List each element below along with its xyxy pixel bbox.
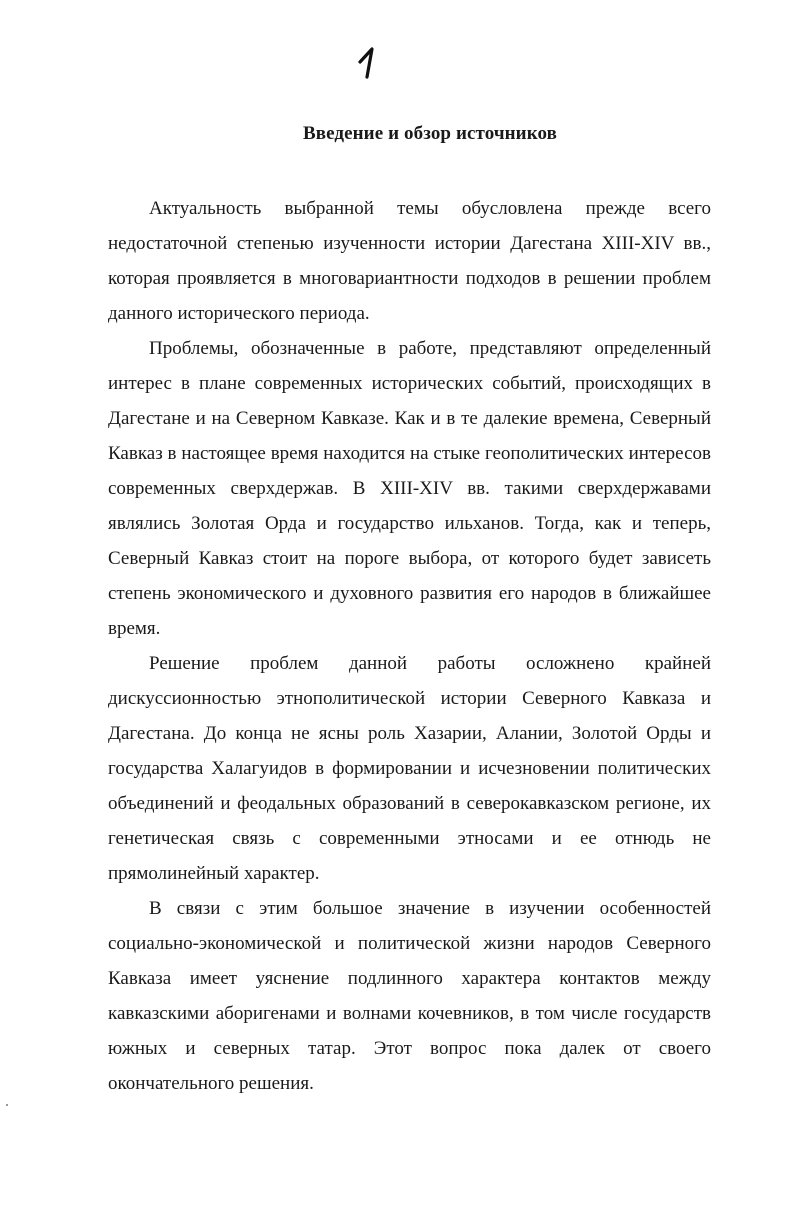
page-number	[356, 46, 380, 80]
handwritten-page-number	[356, 46, 380, 80]
paragraph: Проблемы, обозначенные в работе, представляют определенный интерес в плане современных исторических событий, происходящих в Дагестане и на Северном Кавказе. Как и в те далекие времена, Северный Кавказ в настоящее время находится на стыке геополитических интересов современных сверхдержав. В XIII-XIV вв. такими сверхдержавами являлись Золотая Орда и государство ильханов. Тогда, как и теперь, Северный Кавказ стоит на пороге выбора, от которого будет зависеть степень экономического и духовного развития его народов в ближайшее время.	[108, 338, 711, 639]
document-body	[108, 191, 711, 1101]
paragraph: Актуальность выбранной темы обусловлена прежде всего недостаточной степенью изученности истории Дагестана XIII-XIV вв., которая проявляется в многовариантности подходов в решении проблем данного исторического периода.	[108, 198, 711, 324]
scan-speck	[6, 1104, 8, 1106]
paragraph: В связи с этим большое значение в изучении особенностей социально-экономической и политической жизни народов Северного Кавказа имеет уяснение подлинного характера контактов между кавказскими аборигенами и волнами кочевников, в том числе государств южных и северных татар. Этот вопрос пока далек от своего окончательного решения.	[108, 898, 711, 1094]
document-title: Введение и обзор источников	[302, 123, 558, 144]
paragraph: Решение проблем данной работы осложнено крайней дискуссионностью этнополитической истории Северного Кавказа и Дагестана. До конца не ясны роль Хазарии, Алании, Золотой Орды и государства Халагуидов в формировании и исчезновении политических объединений и феодальных образований в северокавказском регионе, их генетическая связь с современными этносами и ее отнюдь не прямолинейный характер.	[108, 653, 711, 884]
